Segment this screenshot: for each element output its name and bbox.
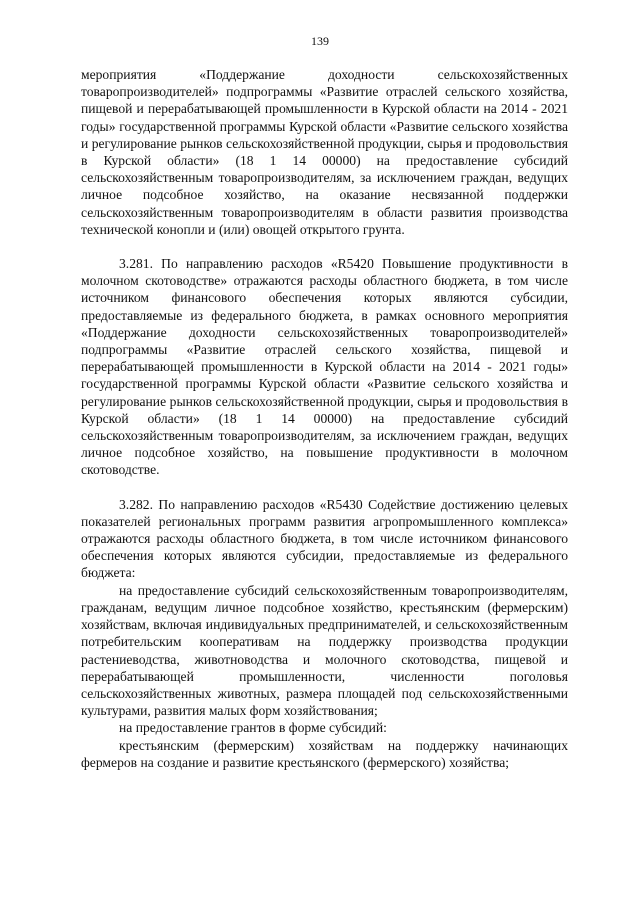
page-number: 139 [311, 34, 329, 48]
paragraph-farmers: крестьянским (фермерским) хозяйствам на поддержку начинающих фермеров на создание и развитие крестьянского (фермерского) хозяйства; [81, 737, 568, 770]
paragraph-subsidies: на предоставление субсидий сельскохозяйственным товаропроизводителям, гражданам, ведущим личное подсобное хозяйство, крестьянским (фермерским) хозяйствам, включая индивидуальных предпринимателей, и сельскохозяйственным потребительским кооперативам на поддержку производства продукции растениеводства, животноводства и молочного скотоводства, пищевой и перерабатывающей промышленности, численности поголовья сельскохозяйственных животных, размера площадей под сельскохозяйственными культурами, развития малых форм хозяйствования; [81, 582, 568, 719]
paragraph-continuation: мероприятия «Поддержание доходности сельскохозяйственных товаропроизводителей» подпрограммы «Развитие отраслей сельского хозяйства, пищевой и перерабатывающей промышленности в Курской области на 2014 - 2021 годы» государственной программы Курской области «Развитие сельского хозяйства и регулирование рынков сельскохозяйственной продукции, сырья и продовольствия в Курской области» (18 1 14 00000) на предоставление субсидий сельскохозяйственным товаропроизводителям, за исключением граждан, ведущих личное подсобное хозяйство, на оказание несвязанной поддержки сельскохозяйственным товаропроизводителям в области развития производства технической конопли и (или) овощей открытого грунта. [81, 67, 568, 237]
paragraph-3-281: 3.281. По направлению расходов «R5420 Повышение продуктивности в молочном скотоводстве» отражаются расходы областного бюджета, в том числе источником финансового обеспечения которых являются субсидии, предоставляемые из федерального бюджета, в рамках основного мероприятия «Поддержание доходности сельскохозяйственных товаропроизводителей» подпрограммы «Развитие отраслей сельского хозяйства, пищевой и перерабатывающей промышленности в Курской области на 2014 - 2021 годы» государственной программы Курской области «Развитие сельского хозяйства и регулирование рынков сельскохозяйственной продукции, сырья и продовольствия в Курской области» (18 1 14 00000) на предоставление субсидий сельскохозяйственным товаропроизводителям, за исключением граждан, ведущих личное подсобное хозяйство, на повышение продуктивности в молочном скотоводстве. [81, 256, 568, 478]
document-body [81, 66, 568, 771]
paragraph-grants: на предоставление грантов в форме субсидий: [119, 720, 387, 736]
paragraph-3-282: 3.282. По направлению расходов «R5430 Содействие достижению целевых показателей региональных программ развития агропромышленного комплекса» отражаются расходы областного бюджета, в том числе источником финансового обеспечения которых являются субсидии, предоставляемые из федерального бюджета: [81, 496, 568, 581]
